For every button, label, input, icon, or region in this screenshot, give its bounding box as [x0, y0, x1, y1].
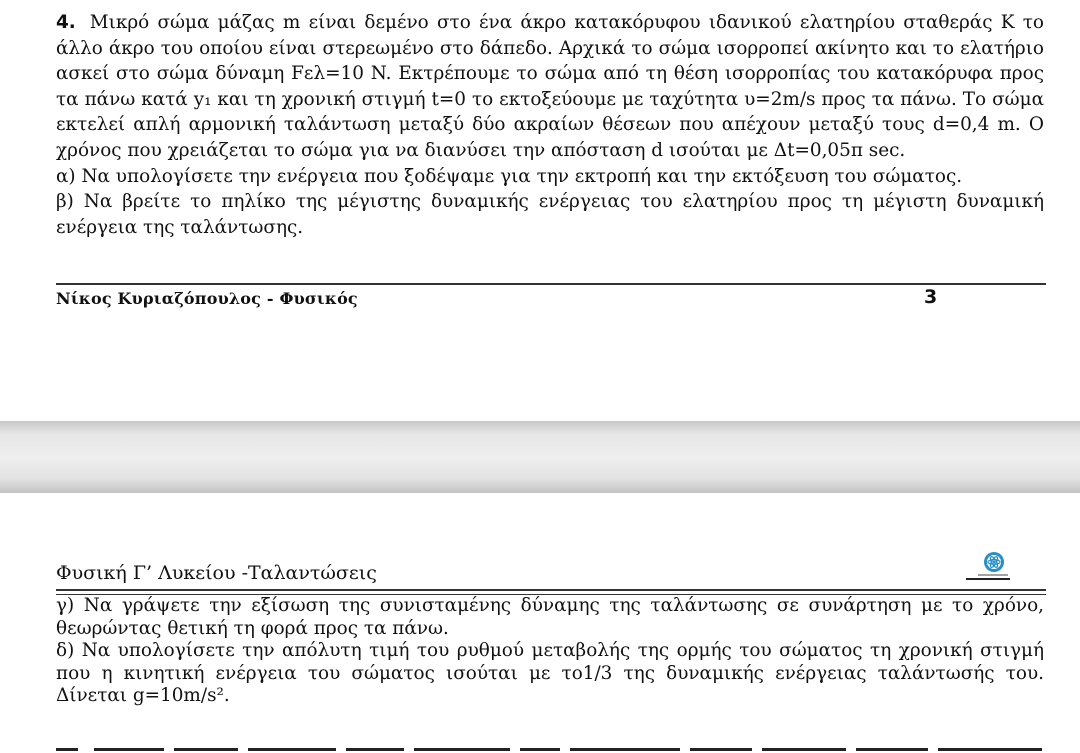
atom-logo-icon	[964, 548, 1012, 584]
question-d: δ) Να υπολογίσετε την απόλυτη τιμή του ρυθμού μεταβολής της ορμής του σώματος τη χρονική στιγμή που η κινητική ενέργεια του σώματος ισούται με το1/3 της δυναμικής ενέργειας ταλάντωσής του. Δίνεται g=10m/s².	[56, 640, 1044, 706]
header-rule	[56, 589, 1046, 591]
problem-number: 4.	[56, 12, 76, 33]
question-a: α) Να υπολογίσετε την ενέργεια που ξοδέψαμε για την εκτροπή και την εκτόξευση του σώματος.	[56, 165, 963, 187]
next-problem-cut-off	[56, 744, 1046, 753]
problem-text: Μικρό σώμα μάζας m είναι δεμένο στο ένα άκρο κατακόρυφου ιδανικού ελατηρίου σταθεράς Κ το άλλο άκρο του οποίου είναι στερεωμένο στο δάπεδο. Αρχικά το σώμα ισορροπεί ακίνητο και το ελατήριο ασκεί στο σώμα δύναμη Fελ=10 N. Εκτρέπουμε το σώμα από τη θέση ισορροπίας του κατακόρυφα προς τα πάνω κατά y₁ και τη χρονική στιγμή t=0 το εκτοξεύουμε με ταχύτητα υ=2m/s προς τα πάνω. Το σώμα εκτελεί απλή αρμονική ταλάντωση μεταξύ δύο ακραίων θέσεων που απέχουν μεταξύ τους d=0,4 m. Ο χρόνος που χρειάζεται το σώμα για να διανύσει την απόσταση d ισούται με Δt=0,05π sec.	[56, 12, 1044, 161]
question-b: β) Να βρείτε το πηλίκο της μέγιστης δυναμικής ενέργειας του ελατηρίου προς τη μέγιστη δυναμική ενέργεια της ταλάντωσης.	[56, 191, 1044, 238]
footer-rule	[56, 283, 1046, 285]
footer-author: Νίκος Κυριαζόπουλος - Φυσικός	[56, 289, 358, 308]
problem-4-continued	[56, 595, 1044, 708]
header-title: Φυσική Γ’ Λυκείου -Ταλαντώσεις	[56, 562, 377, 584]
problem-statement	[56, 10, 1044, 164]
page-number: 3	[924, 286, 938, 308]
page-separator	[0, 421, 1080, 493]
question-c: γ) Να γράψετε την εξίσωση της συνισταμένης δύναμης της ταλάντωσης σε συνάρτηση με το χρόνο, θεωρώντας θετική τη φορά προς τα πάνω.	[56, 595, 1044, 639]
problem-4	[56, 10, 1044, 240]
